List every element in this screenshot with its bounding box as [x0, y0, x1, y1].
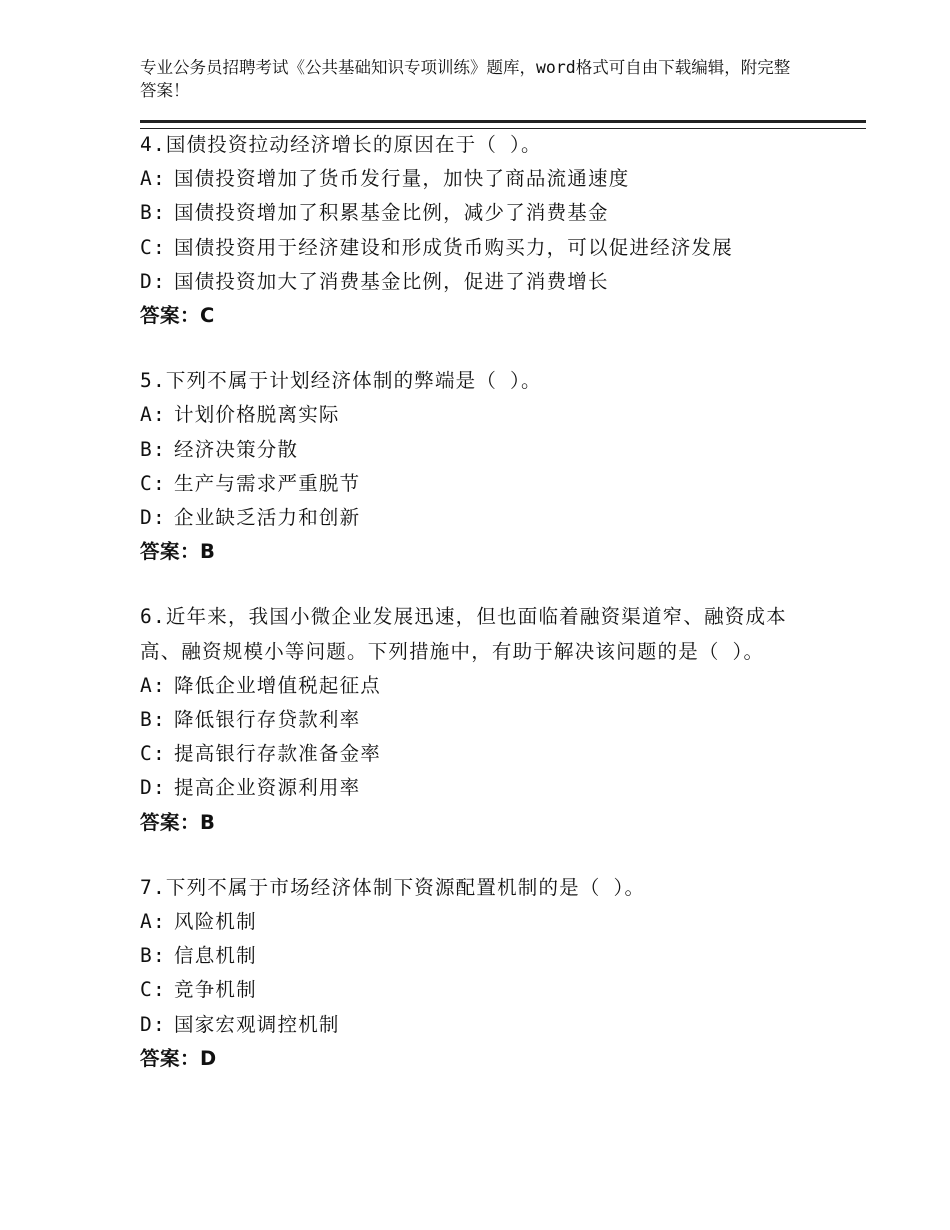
option-text: 生产与需求严重脱节 [174, 471, 361, 495]
option-a [140, 398, 820, 432]
option-text: 企业缺乏活力和创新 [174, 506, 361, 530]
option-letter: D: [140, 269, 166, 293]
option-a [140, 162, 820, 196]
option-letter: B: [140, 944, 166, 968]
option-letter: C: [140, 235, 166, 259]
option-letter: B: [140, 437, 166, 461]
question-stem: 6.近年来，我国小微企业发展迅速，但也面临着融资渠道窄、融资成本高、融资规模小等问题。下列措施中，有助于解决该问题的是（ ）。 [140, 605, 787, 663]
option-letter: A: [140, 673, 166, 697]
option-text: 国债投资用于经济建设和形成货币购买力，可以促进经济发展 [174, 235, 733, 259]
option-letter: A: [140, 167, 166, 191]
option-d [140, 1008, 820, 1042]
question-5 [140, 364, 820, 569]
option-a [140, 669, 820, 703]
question-stem: 4.国债投资拉动经济增长的原因在于（ ）。 [140, 133, 542, 156]
answer-label: 答案：B [140, 810, 216, 834]
option-b [140, 196, 820, 230]
option-text: 降低银行存贷款利率 [174, 708, 361, 732]
answer-label: 答案：B [140, 540, 216, 564]
option-b [140, 703, 820, 737]
option-b [140, 433, 820, 467]
answer-label: 答案：C [140, 304, 215, 328]
option-text: 经济决策分散 [174, 437, 299, 461]
question-7 [140, 871, 820, 1076]
option-text: 降低企业增值税起征点 [174, 673, 382, 697]
option-d [140, 771, 820, 805]
option-text: 国债投资增加了货币发行量，加快了商品流通速度 [174, 167, 630, 191]
option-text: 国债投资增加了积累基金比例，减少了消费基金 [174, 201, 609, 225]
option-letter: A: [140, 910, 166, 934]
option-c [140, 467, 820, 501]
answer-label: 答案：D [140, 1046, 217, 1070]
question-6 [140, 600, 820, 839]
option-letter: C: [140, 471, 166, 495]
option-c [140, 973, 820, 1007]
option-text: 计划价格脱离实际 [174, 403, 340, 427]
option-c [140, 737, 820, 771]
option-letter: D: [140, 1012, 166, 1036]
question-stem: 7.下列不属于市场经济体制下资源配置机制的是（ ）。 [140, 875, 646, 899]
option-d [140, 265, 820, 299]
option-text: 竞争机制 [174, 978, 257, 1002]
option-letter: C: [140, 978, 166, 1002]
option-text: 国家宏观调控机制 [174, 1012, 340, 1036]
option-text: 风险机制 [174, 910, 257, 934]
option-letter: D: [140, 506, 166, 530]
option-text: 信息机制 [174, 944, 257, 968]
option-letter: D: [140, 776, 166, 800]
option-letter: B: [140, 708, 166, 732]
question-list [140, 128, 820, 1107]
option-text: 提高企业资源利用率 [174, 776, 361, 800]
option-b [140, 939, 820, 973]
question-4 [140, 128, 820, 333]
option-text: 提高银行存款准备金率 [174, 742, 382, 766]
option-a [140, 905, 820, 939]
page-header: 专业公务员招聘考试《公共基础知识专项训练》题库，word格式可自由下载编辑，附完整答案！ [140, 58, 791, 100]
option-c [140, 231, 820, 265]
option-letter: C: [140, 742, 166, 766]
question-stem: 5.下列不属于计划经济体制的弊端是（ ）。 [140, 369, 542, 393]
option-d [140, 501, 820, 535]
option-letter: B: [140, 201, 166, 225]
option-text: 国债投资加大了消费基金比例，促进了消费增长 [174, 269, 609, 293]
option-letter: A: [140, 403, 166, 427]
